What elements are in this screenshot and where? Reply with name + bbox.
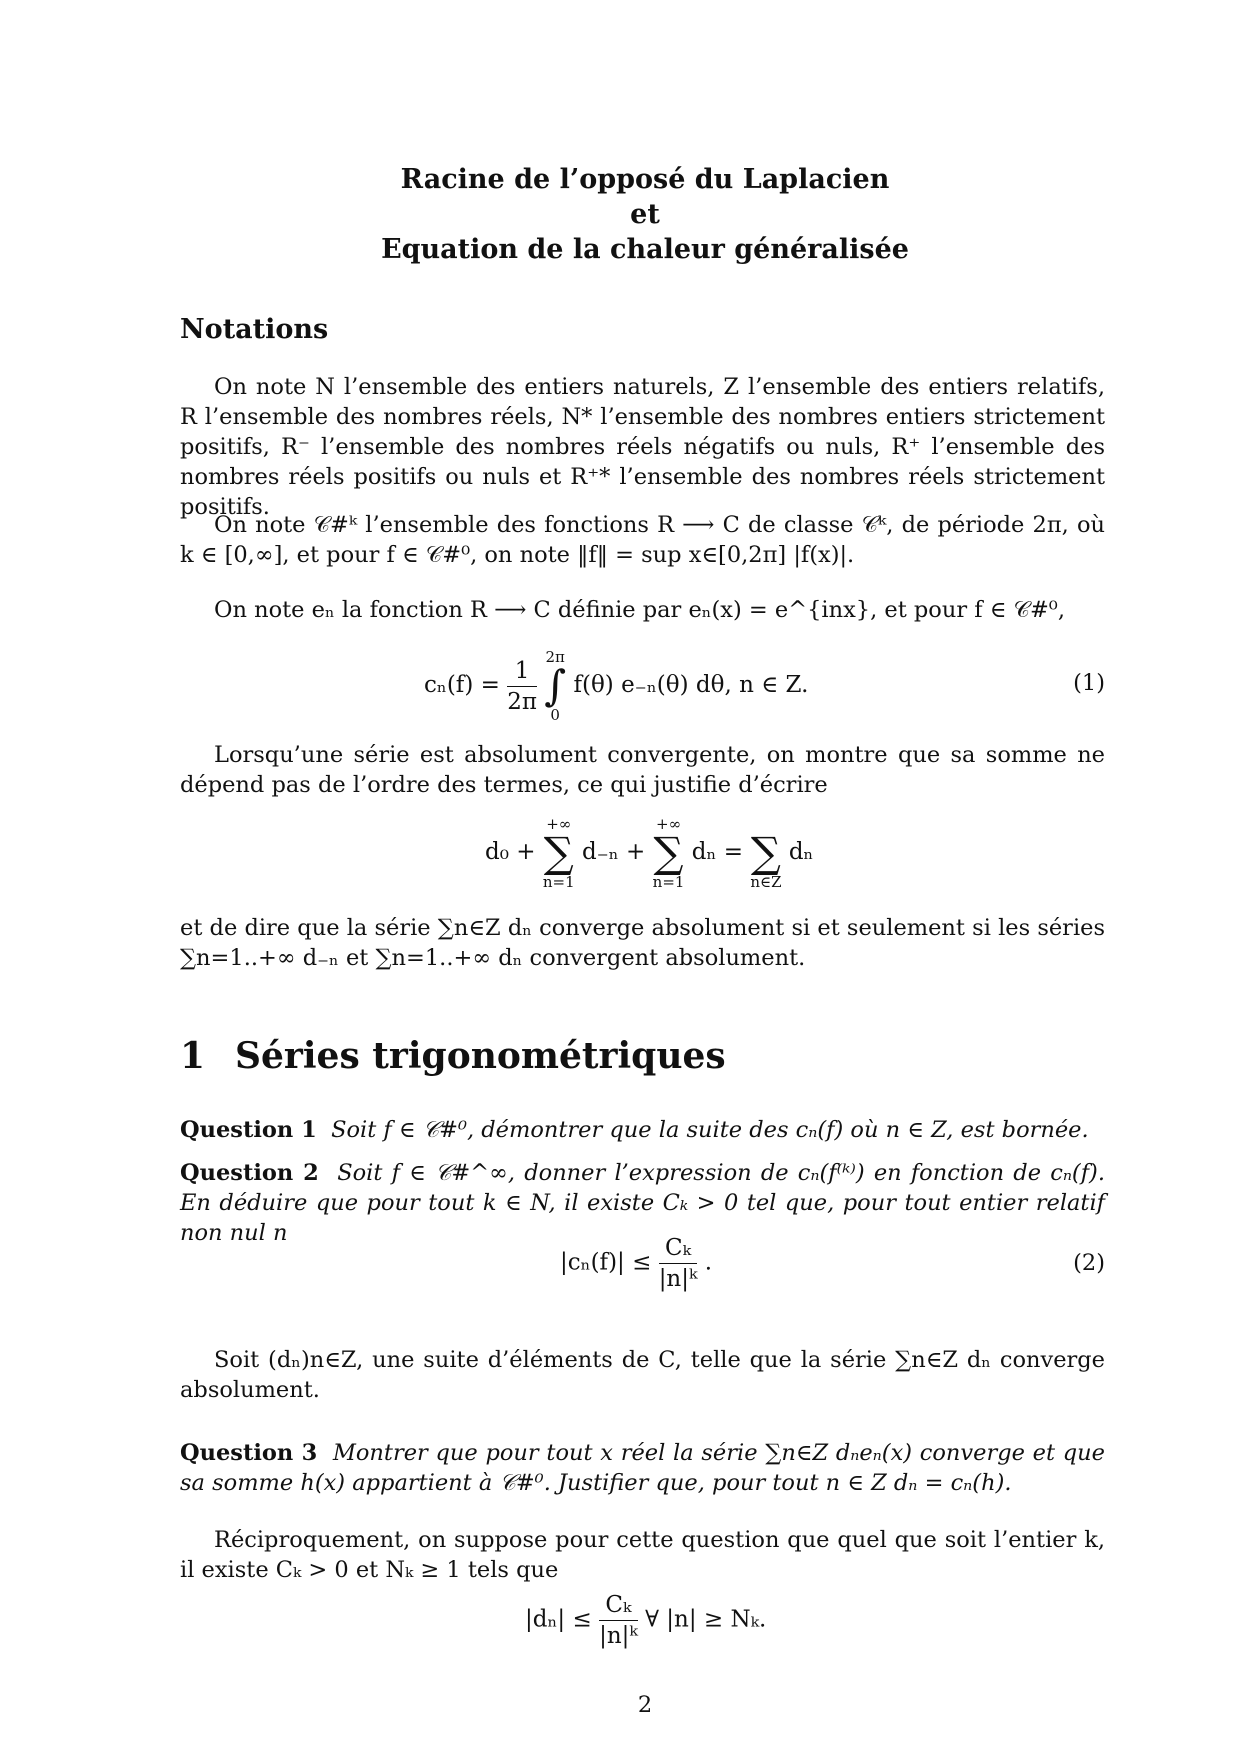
sigma-icon: ∑ [543, 828, 574, 877]
eq1-denominator: 2π [507, 688, 537, 715]
eq1-numerator: 1 [507, 656, 537, 687]
eq1-int-upper: 2π [545, 648, 565, 666]
section-1-paragraph-1: Soit (dₙ)n∈Z, une suite d’éléments de C, telle que la série ∑n∈Z dₙ converge absolument. [180, 1347, 1105, 1403]
eq2-denominator: |n|ᵏ [658, 1266, 698, 1292]
notations-paragraph-3: On note eₙ la fonction R ⟶ C définie par eₙ(x) = e^{inx}, et pour f ∈ 𝒞#⁰, [214, 597, 1065, 623]
title-line-2: et [630, 199, 660, 230]
eq3-denominator: |n|ᵏ [599, 1623, 638, 1649]
eq1-lhs: cₙ(f) = [424, 672, 500, 698]
sigma-icon: ∑ [750, 828, 781, 877]
eq-sum-term-3: dₙ [788, 839, 814, 865]
eq1-fraction [507, 656, 537, 717]
sigma-icon: ∑ [653, 828, 684, 877]
section-1-heading [180, 1035, 726, 1077]
eq1-integral [544, 648, 566, 724]
eq3-tail: ∀ |n| ≥ Nₖ. [645, 1606, 767, 1633]
title-line-3: Equation de la chaleur généralisée [381, 234, 909, 265]
question-3-label: Question 3 [180, 1440, 318, 1466]
eq1-int-lower: 0 [550, 706, 560, 724]
sum-2-lower: n=1 [652, 873, 685, 891]
sum-3-lower: n∈Z [750, 873, 782, 891]
notations-paragraph-5: et de dire que la série ∑n∈Z dₙ converge absolument si et seulement si les séries ∑n=1..+∞ d₋ₙ et ∑n=1..+∞ dₙ convergent absolument. [180, 915, 1105, 971]
eq2-tail: . [704, 1249, 713, 1276]
notations-paragraph-2: On note 𝒞#ᵏ l’ensemble des fonctions R ⟶ C de classe 𝒞ᵏ, de période 2π, où k ∈ [0,∞], et pour f ∈ 𝒞#⁰, on note ‖f‖ = sup x∈[0,2π] |f(x)|. [180, 512, 1105, 568]
eq-sum-d0: d₀ + [485, 839, 536, 865]
sum-2 [653, 815, 685, 891]
eq2-fraction [659, 1233, 698, 1294]
equation-1 [424, 648, 808, 724]
sum-1-lower: n=1 [542, 873, 575, 891]
question-2-text: Soit f ∈ 𝒞#^∞, donner l’expression de cₙ(f⁽ᵏ⁾) en fonction de cₙ(f). En déduire que pour tout k ∈ N, il existe Cₖ > 0 tel que, pour tout entier relatif non nul n [180, 1160, 1105, 1246]
section-title: Séries trigonométriques [235, 1035, 726, 1077]
question-1 [180, 1115, 1105, 1145]
sum-1-upper: +∞ [546, 815, 572, 833]
equation-sums [485, 815, 814, 891]
section-1-paragraph-2: Réciproquement, on suppose pour cette question que quel que soit l’entier k, il existe Cₖ > 0 et Nₖ ≥ 1 tels que [180, 1527, 1105, 1583]
sum-3 [750, 815, 781, 891]
question-2-label: Question 2 [180, 1160, 319, 1186]
eq3-numerator: Cₖ [599, 1590, 638, 1621]
equation-2-label: (2) [1073, 1250, 1105, 1276]
equation-3 [525, 1590, 766, 1651]
integral-sign-icon: ∫ [544, 661, 567, 710]
eq-sum-term-2: dₙ = [691, 839, 744, 865]
question-1-text: Soit f ∈ 𝒞#⁰, démontrer que la suite des cₙ(f) où n ∈ Z, est bornée. [331, 1117, 1089, 1143]
equation-2 [560, 1233, 712, 1294]
question-1-label: Question 1 [180, 1117, 317, 1143]
notations-paragraph-1: On note N l’ensemble des entiers naturels, Z l’ensemble des entiers relatifs, R l’ensemble des nombres réels, N* l’ensemble des nombres entiers strictement positifs, R⁻ l’ensemble des nombres réels négatifs ou nuls, R⁺ l’ensemble des nombres réels positifs ou nuls et R⁺* l’ensemble des nombres réels strictement positifs. [180, 374, 1105, 520]
eq2-numerator: Cₖ [659, 1233, 698, 1264]
sum-1 [543, 815, 575, 891]
sum-2-upper: +∞ [656, 815, 682, 833]
section-number: 1 [180, 1035, 206, 1077]
question-3 [180, 1438, 1105, 1498]
equation-1-label: (1) [1073, 670, 1105, 696]
eq3-lhs: |dₙ| ≤ [525, 1606, 592, 1633]
page-number: 2 [637, 1692, 653, 1718]
notations-paragraph-4: Lorsqu’une série est absolument convergente, on montre que sa somme ne dépend pas de l’ordre des termes, ce qui justifie d’écrire [180, 742, 1105, 798]
eq2-lhs: |cₙ(f)| ≤ [560, 1249, 652, 1276]
eq3-fraction [599, 1590, 638, 1651]
eq1-rhs: f(θ) e₋ₙ(θ) dθ, n ∈ Z. [573, 672, 809, 698]
title-line-1: Racine de l’opposé du Laplacien [400, 164, 890, 195]
notations-heading: Notations [180, 314, 329, 345]
question-3-text: Montrer que pour tout x réel la série ∑n∈Z dₙeₙ(x) converge et que sa somme h(x) appartient à 𝒞#⁰. Justifier que, pour tout n ∈ Z dₙ = cₙ(h). [180, 1440, 1105, 1496]
eq-sum-term-1: d₋ₙ + [581, 839, 646, 865]
